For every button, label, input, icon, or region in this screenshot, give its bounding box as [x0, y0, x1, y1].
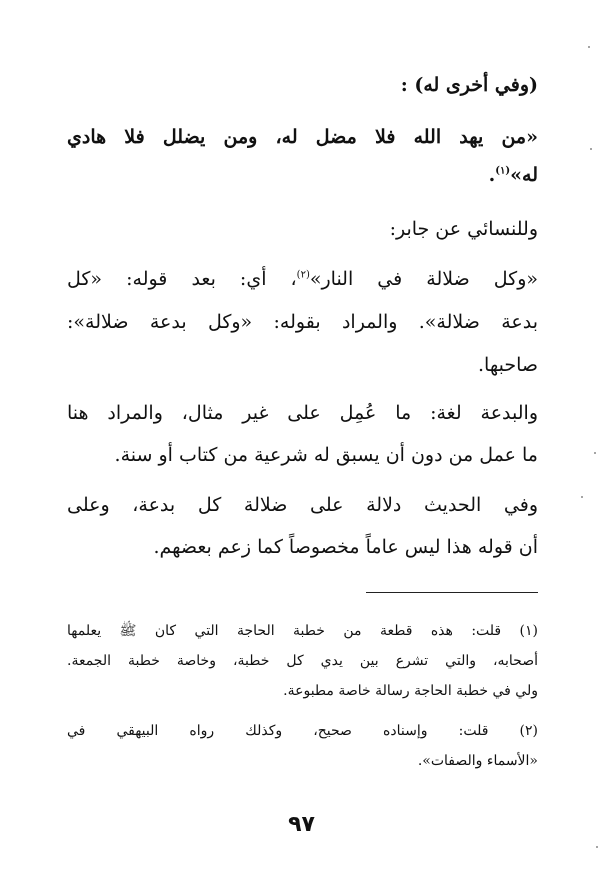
footnote-separator [366, 592, 538, 593]
body-line-9: ما عمل من دون أن يسبق له شرعية من كتاب أو سنة. [114, 444, 538, 466]
footnote-ref-1: (١) [495, 165, 511, 177]
footnote-2-line-2: «الأسماء والصفات». [417, 753, 538, 769]
footnote-1-line-3: ولي في خطبة الحاجة رسالة خاصة مطبوعة. [283, 683, 538, 699]
footnote-2-line-1: (٢) قلت: وإسناده صحيح، وكذلك رواه البيهقي في [67, 723, 538, 739]
body-line-3 [489, 166, 538, 185]
body-line-2: «من يهد الله فلا مضل له، ومن يضلل فلا هادي [67, 126, 538, 148]
footnote-1-line-1: (١) قلت: هذه قطعة من خطبة الحاجة التي كان ﷺ يعلمها [67, 623, 538, 639]
body-line-5-rest: ، أي: بعد قوله: «كل [67, 268, 297, 290]
body-line-6: بدعة ضلالة». والمراد بقوله: «وكل بدعة ضلالة»: [67, 311, 538, 333]
body-line-8: والبدعة لغة: ما عُمِل على غير مثال، والمراد هنا [67, 402, 538, 424]
body-line-4: وللنسائي عن جابر: [389, 218, 538, 240]
body-line-7: صاحبها. [478, 354, 538, 376]
scan-speck [588, 46, 590, 48]
page-number: ٩٧ [288, 812, 315, 837]
footnote-1-line-2: أصحابه، والتي تشرع بين يدي كل خطبة، وخاصة خطبة الجمعة. [67, 653, 538, 669]
body-line-5-quote: «وكل ضلالة في النار» [309, 268, 539, 290]
scan-speck [581, 496, 583, 498]
scan-speck [594, 452, 596, 454]
body-line-5 [67, 270, 538, 289]
footnote-ref-2: (٢) [296, 269, 310, 281]
body-line-3-text: له» [510, 164, 538, 186]
body-line-10: وفي الحديث دلالة على ضلالة كل بدعة، وعلى [67, 494, 538, 516]
scan-speck [590, 148, 592, 150]
body-line-3-end: . [488, 164, 496, 186]
scan-speck [596, 846, 598, 848]
body-line-11: أن قوله هذا ليس عاماً مخصوصاً كما زعم بعضهم. [153, 536, 538, 558]
body-line-1: (وفي أخرى له) : [400, 74, 538, 96]
